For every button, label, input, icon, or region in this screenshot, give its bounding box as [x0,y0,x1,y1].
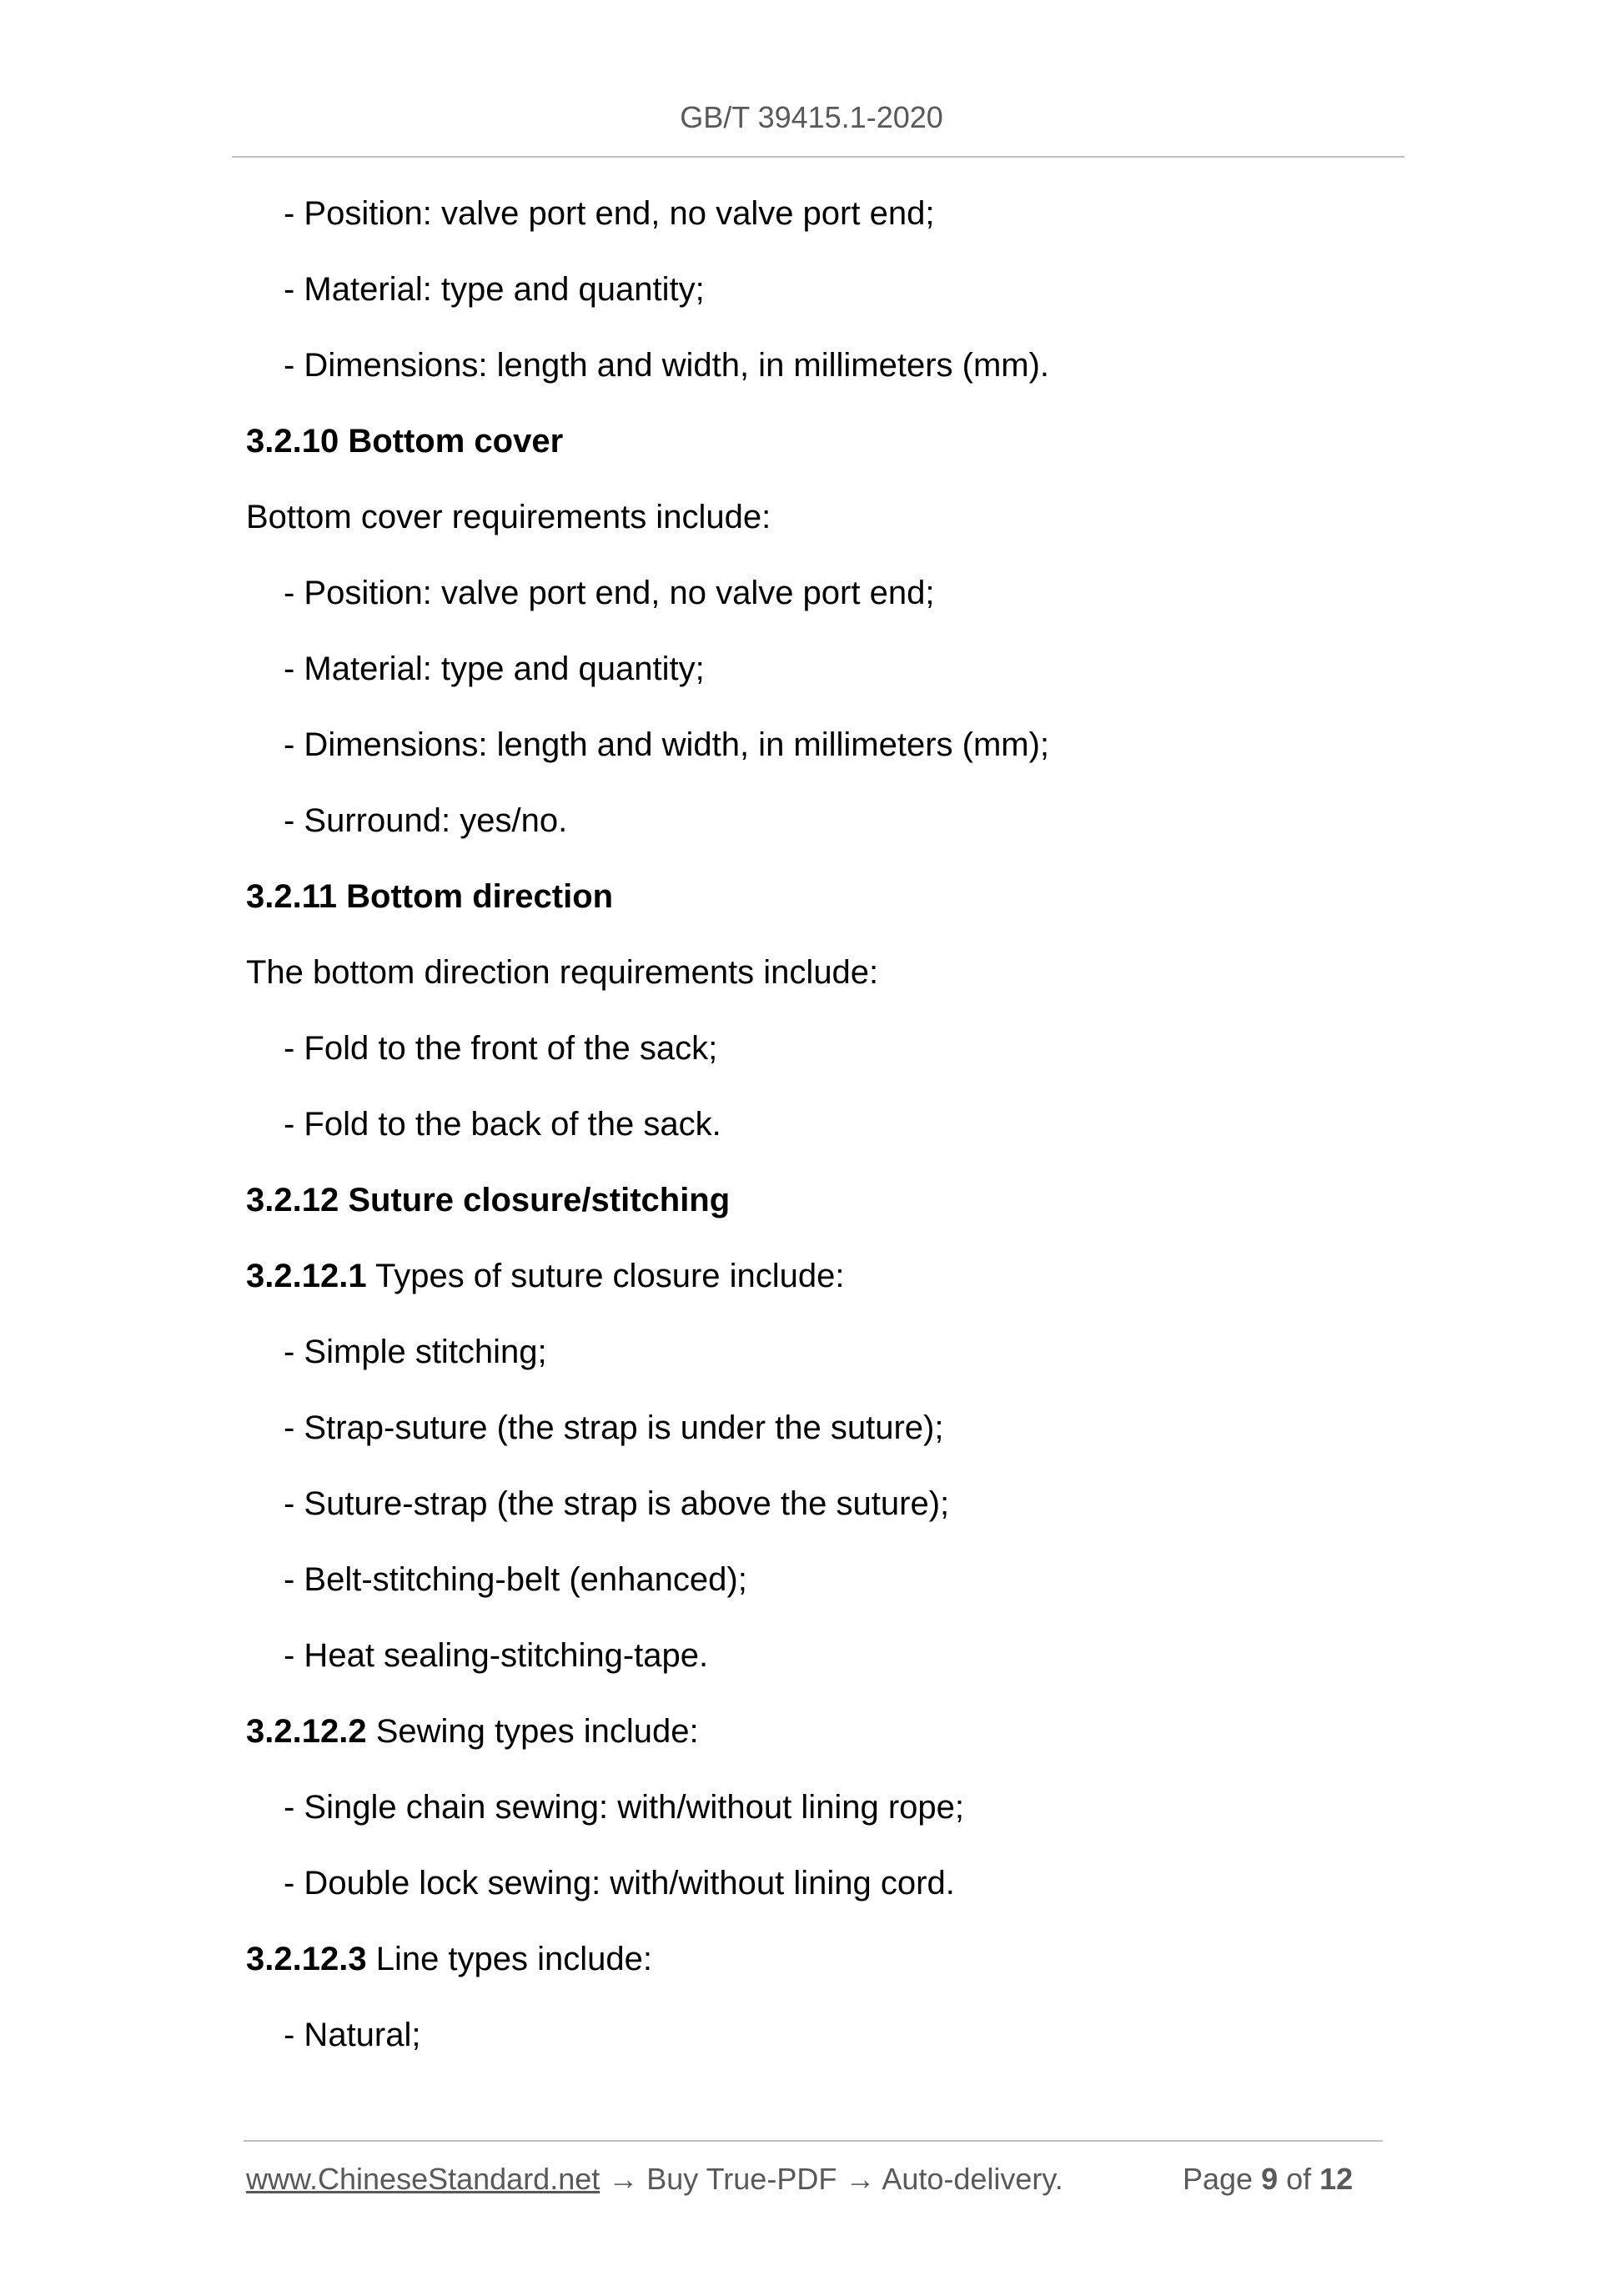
section-heading-3-2-11: 3.2.11 Bottom direction [246,878,614,915]
list-item: - Material: type and quantity; [284,271,705,308]
website-link[interactable]: www.ChineseStandard.net [246,2162,600,2196]
list-item: - Simple stitching; [284,1334,547,1370]
list-item: - Surround: yes/no. [284,802,568,839]
list-item: - Position: valve port end, no valve port end; [284,575,935,611]
list-item: - Dimensions: length and width, in millimeters (mm). [284,347,1050,384]
section-heading-3-2-10: 3.2.10 Bottom cover [246,423,564,460]
paragraph: Bottom cover requirements include: [246,499,771,535]
of-word: of [1278,2162,1320,2196]
total-page-number: 12 [1319,2162,1354,2196]
paragraph: The bottom direction requirements include: [246,954,879,991]
list-item: - Single chain sewing: with/without lining rope; [284,1789,964,1826]
footer-tagline: → Buy True-PDF → Auto-delivery. [600,2162,1063,2196]
list-item: - Fold to the back of the sack. [284,1106,721,1143]
page-indicator [1183,2156,1353,2203]
footer-promo [246,2156,1063,2203]
list-item: - Position: valve port end, no valve port end; [284,195,935,232]
list-item: - Fold to the front of the sack; [284,1030,718,1067]
clause-3-2-12-2 [246,1708,699,1755]
clause-number: 3.2.12.1 [246,1258,367,1294]
section-heading-3-2-12: 3.2.12 Suture closure/stitching [246,1182,731,1218]
clause-text: Line types include: [366,1941,653,1977]
list-item: - Strap-suture (the strap is under the suture); [284,1409,944,1446]
footer-divider [244,2140,1383,2142]
clause-3-2-12-3 [246,1936,652,1982]
list-item: - Dimensions: length and width, in millimeters (mm); [284,726,1050,763]
clause-number: 3.2.12.2 [246,1713,367,1750]
list-item: - Double lock sewing: with/without lining cord. [284,1865,955,1902]
current-page-number: 9 [1261,2162,1279,2196]
header-divider [232,156,1404,158]
clause-3-2-12-1 [246,1253,845,1299]
page-word: Page [1183,2162,1262,2196]
list-item: - Suture-strap (the strap is above the suture); [284,1485,950,1522]
list-item: - Heat sealing-stitching-tape. [284,1637,709,1674]
clause-text: Sewing types include: [366,1713,699,1750]
list-item: - Material: type and quantity; [284,651,705,687]
document-code: GB/T 39415.1-2020 [680,100,943,134]
list-item: - Belt-stitching-belt (enhanced); [284,1561,747,1598]
list-item: - Natural; [284,2017,421,2053]
clause-number: 3.2.12.3 [246,1941,367,1977]
clause-text: Types of suture closure include: [366,1258,845,1294]
